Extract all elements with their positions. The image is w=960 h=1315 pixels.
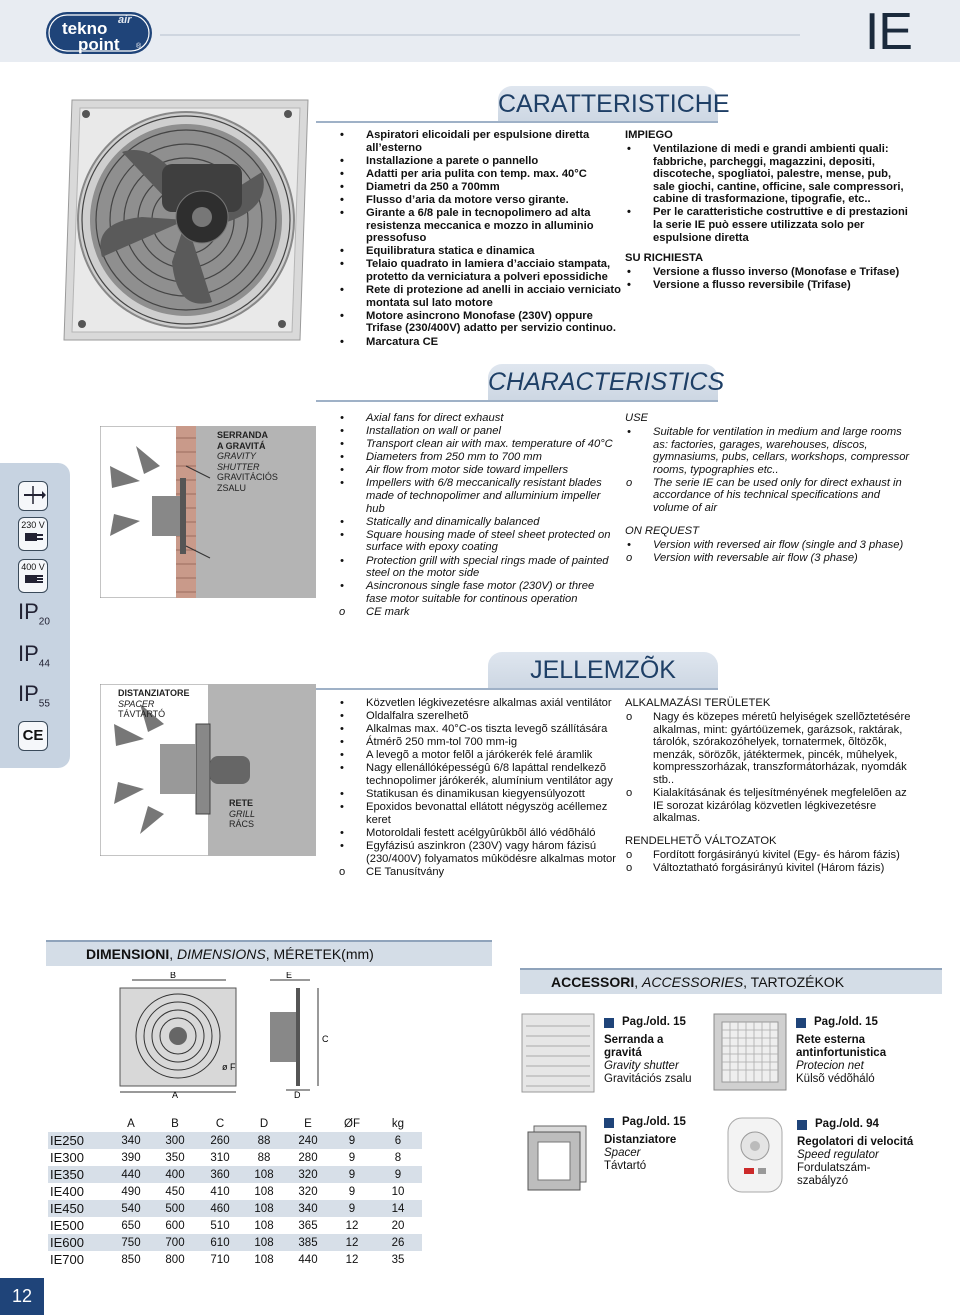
dimension-cell: 12 bbox=[330, 1217, 374, 1234]
list-item: o CE Tanusítvány bbox=[338, 866, 623, 879]
dimension-cell: 108 bbox=[242, 1251, 286, 1268]
hu-request-title: RENDELHETÕ VÁLTOZATOK bbox=[625, 834, 777, 847]
model-cell: IE450 bbox=[48, 1200, 110, 1217]
table-row bbox=[48, 1183, 422, 1200]
page-ref: Pag./old. 15 bbox=[814, 1016, 878, 1028]
label: RÁCS bbox=[229, 819, 255, 829]
bullet-square-icon bbox=[604, 1118, 614, 1128]
list-item: • Diametri da 250 a 700mm bbox=[338, 181, 623, 194]
dimension-cell: 280 bbox=[286, 1149, 330, 1166]
dimension-cell: 750 bbox=[110, 1234, 152, 1251]
en-use-title: USE bbox=[625, 412, 649, 424]
list-item: • Motoroldali festett acélgyûrûkbõl álló védõháló bbox=[338, 827, 623, 840]
it-section-rule bbox=[316, 121, 718, 123]
list-item: • Impellers with 6/8 meccanically resistant blades made of technopolimer and alluminium impeller hub bbox=[338, 477, 616, 515]
accessory-name-hu: Külsõ védõháló bbox=[796, 1073, 875, 1085]
list-item: • Flusso d’aria da motore verso girante. bbox=[338, 194, 623, 207]
list-item: • Equilibratura statica e dinamica bbox=[338, 245, 623, 258]
en-section-title: CHARACTERISTICS bbox=[488, 364, 718, 400]
table-row bbox=[48, 1200, 422, 1217]
dimension-cell: 10 bbox=[374, 1183, 422, 1200]
label: SPACER bbox=[118, 698, 155, 709]
voltage-230-label: 230 V bbox=[21, 520, 45, 530]
dimension-cell: 9 bbox=[330, 1132, 374, 1149]
list-item: • Alkalmas max. 40°C-os tiszta levegõ szállítására bbox=[338, 723, 623, 736]
list-item: • Versione a flusso inverso (Monofase e Trifase) bbox=[625, 266, 915, 279]
bullet-square-icon bbox=[797, 1120, 807, 1130]
list-item: o Nagy és közepes méretû helyiségek szellõztetésére alkalmas, mint: gyártóüzemek, garázsok, raktárak, tárolók, szórakozóhelyek, tornatermek, õltözõk, menzák, sörözõk, játéktermek, pincék, mûhelyek, kompresszorházak, transzformátorházak, nyomdák stb.. bbox=[625, 711, 915, 787]
list-item: • Version with reversed air flow (single and 3 phase) bbox=[625, 539, 915, 552]
dimension-cell: 20 bbox=[374, 1217, 422, 1234]
accessory-name-en: Protecion net bbox=[796, 1060, 864, 1072]
list-item: • Transport clean air with max. temperature of 40°C bbox=[338, 438, 616, 451]
dim-label-f: ø F bbox=[222, 1062, 236, 1072]
column-header: kg bbox=[391, 1117, 405, 1130]
list-item: • Square housing made of steel sheet protected on surface with epoxy coating bbox=[338, 529, 616, 554]
grill-diagram-labels bbox=[229, 798, 255, 830]
list-item: • Motore asincrono Monofase (230V) oppure Trifase (230/400V) adatto per servizio continuo. bbox=[338, 310, 623, 335]
dimension-cell: 108 bbox=[242, 1200, 286, 1217]
model-cell: IE300 bbox=[48, 1149, 110, 1166]
dimension-cell: 440 bbox=[286, 1251, 330, 1268]
dimension-cell: 26 bbox=[374, 1234, 422, 1251]
page-ref: Pag./old. 15 bbox=[622, 1016, 686, 1028]
accessory-name-it: Rete esterna antinfortunistica bbox=[796, 1034, 887, 1059]
column-header: ØF bbox=[344, 1117, 360, 1130]
dim-label-d: D bbox=[294, 1090, 301, 1098]
plug-icon bbox=[21, 572, 45, 586]
list-item: • Axial fans for direct exhaust bbox=[338, 412, 616, 425]
dimensions-table bbox=[48, 1115, 422, 1268]
model-cell: IE250 bbox=[48, 1132, 110, 1149]
ip44-rating-icon: $IP_{44}$ bbox=[18, 641, 50, 670]
dimension-cell: 35 bbox=[374, 1251, 422, 1268]
list-item: o Fordított forgásirányú kivitel (Egy- és három fázis) bbox=[625, 849, 915, 862]
accessory-card-regulator[interactable] bbox=[797, 1118, 915, 1188]
dimension-cell: 320 bbox=[286, 1183, 330, 1200]
column-header: A bbox=[127, 1117, 135, 1130]
dimensions-title: DIMENSIONI, DIMENSIONS, MÉRETEK(mm) bbox=[86, 946, 374, 962]
voltage-400-icon bbox=[18, 559, 48, 593]
hu-section-title: JELLEMZÕK bbox=[488, 652, 718, 688]
dimension-cell: 460 bbox=[198, 1200, 242, 1217]
column-header bbox=[48, 1115, 110, 1132]
gravity-shutter-image bbox=[520, 1012, 596, 1094]
list-item: • Per le caratteristiche costruttive e di prestazioni la serie IE può essere utilizzata solo per espulsione diretta bbox=[625, 206, 915, 244]
dimension-cell: 390 bbox=[110, 1149, 152, 1166]
ce-mark-icon: CE bbox=[18, 721, 48, 751]
table-row bbox=[48, 1234, 422, 1251]
list-item: • Installazione a parete o pannello bbox=[338, 155, 623, 168]
logo-word-air: air bbox=[118, 14, 132, 26]
dimension-cell: 9 bbox=[330, 1200, 374, 1217]
accessory-name-hu: Távtartó bbox=[604, 1160, 647, 1172]
dimension-cell: 310 bbox=[198, 1149, 242, 1166]
list-item: • Közvetlen légkivezetésre alkalmas axiál ventilátor bbox=[338, 697, 623, 710]
table-header-row bbox=[48, 1115, 422, 1132]
list-item: o Version with reversable air flow (3 phase) bbox=[625, 552, 915, 565]
ip20-rating-icon: $IP_{20}$ bbox=[18, 599, 50, 628]
list-item: o Változtatható forgásirányú kivitel (Három fázis) bbox=[625, 862, 915, 875]
label: SERRANDA bbox=[217, 430, 269, 440]
shutter-installation-diagram bbox=[100, 426, 316, 598]
dimension-cell: 360 bbox=[198, 1166, 242, 1183]
series-code: IE bbox=[864, 3, 912, 61]
list-item: • Installation on wall or panel bbox=[338, 425, 616, 438]
label: DISTANZIATORE bbox=[118, 688, 190, 698]
dimension-cell: 108 bbox=[242, 1234, 286, 1251]
accessory-name-hu: Gravitációs zsalu bbox=[604, 1073, 692, 1085]
it-use-title: IMPIEGO bbox=[625, 129, 673, 141]
dimension-cell: 340 bbox=[110, 1132, 152, 1149]
protection-net-image bbox=[712, 1012, 788, 1092]
list-item: • Diameters from 250 mm to 700 mm bbox=[338, 451, 616, 464]
table-row bbox=[48, 1251, 422, 1268]
speed-regulator-image bbox=[722, 1112, 788, 1198]
dimension-cell: 365 bbox=[286, 1217, 330, 1234]
dimension-cell: 108 bbox=[242, 1217, 286, 1234]
dimension-cell: 108 bbox=[242, 1166, 286, 1183]
spacer-image bbox=[524, 1120, 594, 1194]
accessories-title: ACCESSORI, ACCESSORIES, TARTOZÉKOK bbox=[551, 974, 845, 990]
dimension-cell: 240 bbox=[286, 1132, 330, 1149]
hu-feature-list bbox=[338, 697, 623, 879]
dimension-cell: 88 bbox=[242, 1132, 286, 1149]
dimension-cell: 540 bbox=[110, 1200, 152, 1217]
dimension-cell: 350 bbox=[152, 1149, 198, 1166]
table-row bbox=[48, 1217, 422, 1234]
table-row bbox=[48, 1132, 422, 1149]
column-header: D bbox=[259, 1117, 269, 1130]
dimension-cell: 14 bbox=[374, 1200, 422, 1217]
plug-icon bbox=[21, 530, 45, 544]
dimension-cell: 9 bbox=[330, 1149, 374, 1166]
list-item: o CE mark bbox=[338, 606, 616, 619]
dim-label-b: B bbox=[170, 972, 177, 980]
page-number: 12 bbox=[0, 1278, 44, 1315]
en-feature-list bbox=[338, 412, 616, 619]
logo-registered: ® bbox=[136, 43, 142, 50]
voltage-230-icon bbox=[18, 517, 48, 551]
airflow-direction-icon bbox=[18, 481, 48, 511]
hu-use-column bbox=[625, 697, 915, 875]
label: TÁVTARTÓ bbox=[118, 709, 166, 719]
bullet-square-icon bbox=[796, 1018, 806, 1028]
dimension-cell: 610 bbox=[198, 1234, 242, 1251]
dimension-cell: 320 bbox=[286, 1166, 330, 1183]
dimension-cell: 700 bbox=[152, 1234, 198, 1251]
dimension-cell: 490 bbox=[110, 1183, 152, 1200]
hu-section-rule bbox=[316, 688, 718, 690]
model-cell: IE600 bbox=[48, 1234, 110, 1251]
dimension-cell: 8 bbox=[374, 1149, 422, 1166]
dim-label-c: C bbox=[322, 1034, 329, 1044]
dimension-cell: 9 bbox=[330, 1166, 374, 1183]
accessory-name-hu: Fordulatszám-szabályzó bbox=[797, 1162, 871, 1187]
column-header: C bbox=[215, 1117, 225, 1130]
label: ZSALU bbox=[217, 482, 247, 493]
it-feature-list bbox=[338, 129, 623, 349]
dimension-cell: 450 bbox=[152, 1183, 198, 1200]
model-cell: IE350 bbox=[48, 1166, 110, 1183]
column-header: B bbox=[171, 1117, 179, 1130]
table-row bbox=[48, 1166, 422, 1183]
dimension-cell: 440 bbox=[110, 1166, 152, 1183]
dimension-cell: 850 bbox=[110, 1251, 152, 1268]
list-item: • Aspiratori elicoidali per espulsione diretta all’esterno bbox=[338, 129, 623, 154]
list-item: • Nagy ellenállóképességû 6/8 lapáttal rendelkezõ technopolimer járókerék, alumínium ventilátor agy bbox=[338, 762, 623, 787]
dimension-cell: 800 bbox=[152, 1251, 198, 1268]
dimension-cell: 510 bbox=[198, 1217, 242, 1234]
logo-word-point: point bbox=[78, 35, 120, 54]
list-item: • Asincronous single fase motor (230V) or three fase motor suitable for continous operation bbox=[338, 580, 616, 605]
it-use-column bbox=[625, 129, 915, 292]
column-header: E bbox=[304, 1117, 312, 1130]
dimension-cell: 710 bbox=[198, 1251, 242, 1268]
bullet-square-icon bbox=[604, 1018, 614, 1028]
dimension-cell: 340 bbox=[286, 1200, 330, 1217]
ip55-rating-icon: $IP_{55}$ bbox=[18, 681, 50, 710]
fan-photo bbox=[52, 72, 316, 352]
brand-logo bbox=[44, 6, 156, 58]
list-item: • Átmérõ 250 mm-tol 700 mm-ig bbox=[338, 736, 623, 749]
dimension-cell: 260 bbox=[198, 1132, 242, 1149]
label: A GRAVITÁ bbox=[217, 440, 266, 451]
dimension-drawing bbox=[110, 972, 350, 1098]
list-item: • Epoxidos bevonattal ellátott négyszög acéllemez keret bbox=[338, 801, 623, 826]
model-cell: IE400 bbox=[48, 1183, 110, 1200]
dimension-cell: 9 bbox=[374, 1166, 422, 1183]
list-item: • Oldalfalra szerelhetõ bbox=[338, 710, 623, 723]
dimension-cell: 6 bbox=[374, 1132, 422, 1149]
logo-word-tekno: tekno bbox=[62, 19, 108, 38]
accessory-name-it: Serranda a gravitá bbox=[604, 1034, 664, 1059]
accessory-name-it: Regolatori di velocitá bbox=[797, 1136, 914, 1148]
hu-use-title: ALKALMAZÁSI TERÜLETEK bbox=[625, 697, 771, 709]
dimension-cell: 9 bbox=[330, 1183, 374, 1200]
dimension-cell: 12 bbox=[330, 1251, 374, 1268]
list-item: • A levegõ a motor felõl a járókerék felé áramlik bbox=[338, 749, 623, 762]
header-stripe bbox=[160, 34, 800, 36]
accessory-name-en: Speed regulator bbox=[797, 1149, 879, 1161]
en-section-rule bbox=[316, 400, 718, 402]
dimensions-table-body bbox=[48, 1132, 422, 1268]
list-item: • Egyfázisú aszinkron (230V) vagy három fázisú (230/400V) folyamatos mûködésre alkalmas motor bbox=[338, 840, 623, 865]
dimension-cell: 88 bbox=[242, 1149, 286, 1166]
label: GRAVITÁCIÓS bbox=[217, 472, 278, 482]
page-ref: Pag./old. 15 bbox=[622, 1116, 686, 1128]
list-item: • Rete di protezione ad anelli in acciaio verniciato montata sul lato motore bbox=[338, 284, 623, 309]
accessory-card-net[interactable] bbox=[796, 1016, 906, 1086]
dimension-cell: 600 bbox=[152, 1217, 198, 1234]
page-ref: Pag./old. 94 bbox=[815, 1118, 879, 1130]
list-item: o The serie IE can be used only for direct exhaust in accordance of his technical specifications and volume of air bbox=[625, 477, 915, 515]
dim-label-e: E bbox=[286, 972, 293, 980]
table-row bbox=[48, 1149, 422, 1166]
dim-label-a: A bbox=[172, 1090, 179, 1098]
model-cell: IE700 bbox=[48, 1251, 110, 1268]
en-request-title: ON REQUEST bbox=[625, 524, 699, 537]
dimension-cell: 500 bbox=[152, 1200, 198, 1217]
dimension-cell: 12 bbox=[330, 1234, 374, 1251]
shutter-diagram-labels bbox=[217, 430, 278, 493]
list-item: • Statikusan és dinamikusan kiegyensúlyozott bbox=[338, 788, 623, 801]
accessory-name-en: Gravity shutter bbox=[604, 1060, 679, 1072]
list-item: • Ventilazione di medi e grandi ambienti quali: fabbriche, parcheggi, magazzini, depositi, discoteche, spogliatoi, palestre, mense, pub, sale giochi, cantine, officine, sale compressori, cabine di trasformazione, tipografie, etc.. bbox=[625, 143, 915, 206]
spec-icon-sidebar bbox=[0, 463, 70, 768]
accessory-name-it: Distanziatore bbox=[604, 1134, 677, 1146]
dimension-cell: 650 bbox=[110, 1217, 152, 1234]
list-item: • Adatti per aria pulita con temp. max. 40°C bbox=[338, 168, 623, 181]
dimension-cell: 300 bbox=[152, 1132, 198, 1149]
label: GRAVITY bbox=[217, 451, 257, 461]
label: SHUTTER bbox=[217, 461, 260, 472]
dimension-cell: 410 bbox=[198, 1183, 242, 1200]
dimension-cell: 108 bbox=[242, 1183, 286, 1200]
list-item: • Statically and dinamically balanced bbox=[338, 516, 616, 529]
accessory-card-spacer[interactable] bbox=[604, 1116, 704, 1173]
dimension-cell: 400 bbox=[152, 1166, 198, 1183]
list-item: • Suitable for ventilation in medium and large rooms as: factories, garages, warehouses, discos, gymnasiums, pubs, cellars, workshops, compressor rooms, typographies etc.. bbox=[625, 426, 915, 476]
it-request-title: SU RICHIESTA bbox=[625, 252, 704, 265]
list-item: • Air flow from motor side toward impellers bbox=[338, 464, 616, 477]
dimension-cell: 385 bbox=[286, 1234, 330, 1251]
model-cell: IE500 bbox=[48, 1217, 110, 1234]
spacer-diagram-labels bbox=[118, 688, 190, 720]
label: RETE bbox=[229, 798, 254, 808]
label: GRILL bbox=[229, 808, 256, 819]
list-item: • Protection grill with special rings made of painted steel on the motor side bbox=[338, 555, 616, 580]
list-item: • Marcatura CE bbox=[338, 336, 623, 349]
it-section-title: CARATTERISTICHE bbox=[498, 86, 718, 122]
accessory-name-en: Spacer bbox=[604, 1147, 641, 1159]
accessory-card-shutter[interactable] bbox=[604, 1016, 704, 1086]
list-item: • Girante a 6/8 pale in tecnopolimero ad alta resistenza meccanica e mozzo in alluminio pressofuso bbox=[338, 207, 623, 245]
en-use-column bbox=[625, 412, 915, 565]
list-item: • Versione a flusso reversibile (Trifase) bbox=[625, 279, 915, 292]
list-item: o Kialakításának és teljesítményének megfelelõen az IE sorozat kizárólag közvetlen légkivezetésre alkalmas. bbox=[625, 787, 915, 825]
voltage-400-label: 400 V bbox=[21, 562, 45, 572]
list-item: • Telaio quadrato in lamiera d’acciaio stampata, protetto da verniciatura a polveri epossidiche bbox=[338, 258, 623, 283]
